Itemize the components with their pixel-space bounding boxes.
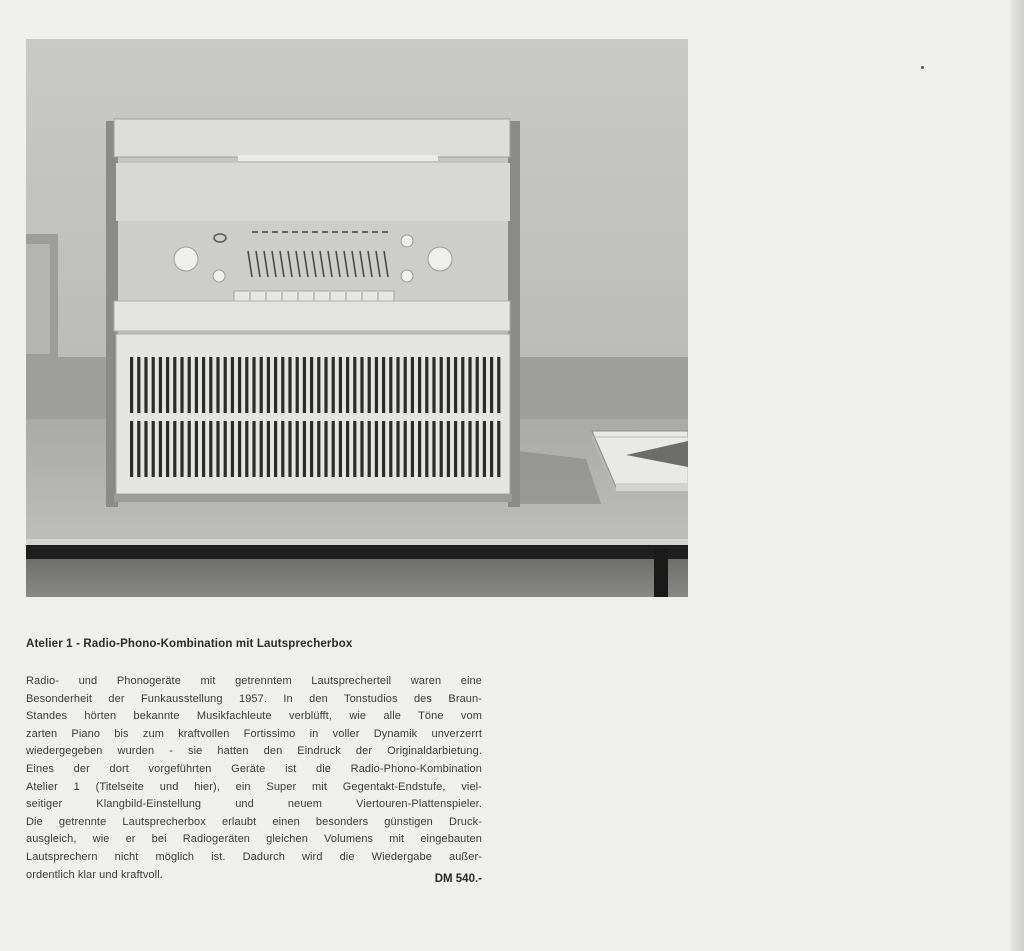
body-line: Standes hörten bekannte Musikfachleute verblüfft, wie alle Töne vom — [26, 710, 482, 723]
body-line: Radio- und Phonogeräte mit getrenntem Lautsprecherteil waren eine — [26, 675, 482, 687]
body-line: seitiger Klangbild-Einstellung und neuem Viertouren-Plattenspieler. — [26, 798, 482, 811]
body-line: ordentlich klar und kraftvoll. — [26, 868, 163, 881]
page-edge — [1010, 0, 1024, 951]
product-photo — [26, 39, 688, 597]
caption-title: Atelier 1 - Radio-Phono-Kombination mit Lautsprecherbox — [26, 638, 353, 650]
paper-speck — [921, 66, 924, 69]
radio-phono-illustration — [26, 39, 688, 597]
body-line: ausgleich, wie er bei Radiogeräten gleichen Volumens mit eingebauten — [26, 833, 482, 846]
body-line: wiedergegeben wurden - sie hatten den Eindruck der Originaldarbietung. — [26, 745, 482, 758]
body-line: Lautsprechern nicht möglich ist. Dadurch wird die Wiedergabe außer- — [26, 850, 482, 863]
body-line: Besonderheit der Funkausstellung 1957. In den Tonstudios des Braun- — [26, 692, 482, 705]
body-line: zarten Piano bis zum kraftvollen Fortissimo in voller Dynamik unverzerrt — [26, 727, 482, 740]
body-line: Die getrennte Lautsprecherbox erlaubt einen besonders günstigen Druck- — [26, 815, 482, 828]
body-line: Atelier 1 (Titelseite und hier), ein Super mit Gegentakt-Endstufe, viel- — [26, 780, 482, 793]
body-text — [26, 673, 482, 884]
price-label: DM 540.- — [434, 873, 482, 885]
body-line: Eines der dort vorgeführten Geräte ist die Radio-Phono-Kombination — [26, 762, 482, 775]
